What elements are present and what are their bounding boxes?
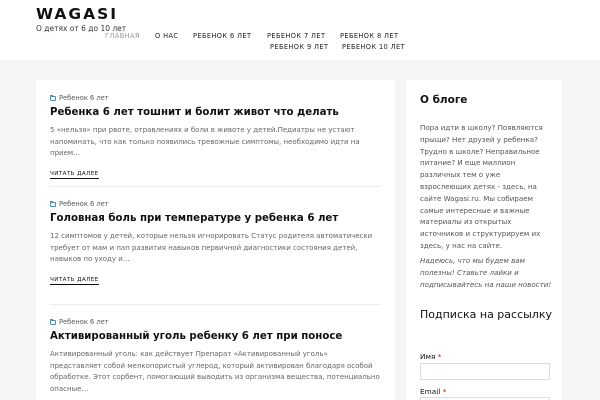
folder-icon (50, 320, 56, 325)
post-category[interactable] (50, 200, 381, 208)
folder-icon (50, 202, 56, 207)
post-excerpt: Активированный уголь: как действует Препарат «Активированный уголь» представляет собой мелкопористый углерод, который активирован благодаря особой обработке. Этот сорбент, помогающий выводить из организма вещества, потенциально опасные… (50, 350, 380, 394)
post-title[interactable]: Активированный уголь ребенку 6 лет при поносе (50, 331, 343, 342)
post-divider (50, 304, 381, 305)
post-list (36, 80, 395, 400)
read-more-link[interactable]: ЧИТАТЬ ДАЛЕЕ (50, 171, 99, 178)
required-mark: * (442, 387, 447, 396)
site-header (0, 0, 600, 60)
site-description: О детях от 6 до 10 лет (36, 24, 127, 33)
about-note: Надеюсь, что мы будем вам полезны! Ставьте лайки и подписывайтесь на наши новости! (420, 256, 552, 289)
post-item (50, 200, 381, 285)
required-mark: * (437, 352, 442, 361)
read-more-link[interactable]: ЧИТАТЬ ДАЛЕЕ (50, 277, 99, 284)
post-excerpt: 5 «нельзя» при рвоте, отравлениях и боли в животе у детей.Педиатры не устают напоминать, что как только появились тревожные симптомы, необходимо идти на прием… (50, 126, 360, 158)
subscribe-widget-title: Подписка на рассылку (420, 308, 552, 321)
nav-child-8[interactable]: РЕБЕНОК 8 ЛЕТ (340, 32, 399, 40)
site-title[interactable]: WAGASI (36, 5, 119, 23)
post-divider (50, 186, 381, 187)
nav-child-10[interactable]: РЕБЕНОК 10 ЛЕТ (342, 43, 405, 51)
post-category[interactable] (50, 94, 381, 102)
nav-child-9[interactable]: РЕБЕНОК 9 ЛЕТ (270, 43, 329, 51)
post-title[interactable]: Ребенка 6 лет тошнит и болит живот что делать (50, 107, 339, 118)
name-field-label (420, 352, 441, 361)
nav-about[interactable]: О НАС (155, 32, 179, 40)
post-item (50, 94, 381, 179)
name-label-text: Имя (420, 352, 436, 361)
post-item (50, 318, 381, 396)
post-category[interactable] (50, 318, 381, 326)
nav-child-7[interactable]: РЕБЕНОК 7 ЛЕТ (267, 32, 326, 40)
about-text: Пора идти в школу? Появляются прыщи? Нет друзей у ребенка? Трудно в школе? Неправильное питание? И еще миллион различных тем о уже взрослеющих детях - здесь, на сайте Wagasi.ru. Мы собираем самые интересные и важные материалы из открытых источников и структурируем их здесь, у нас на сайте. (420, 123, 543, 250)
folder-icon (50, 96, 56, 101)
post-excerpt: 12 симптомов у детей, которые нельзя игнорировать Статус родителя автоматически требует от мам и пап развития навыков первичной диагностики состояния детей, навыков по уходу и… (50, 232, 373, 264)
post-category-label[interactable]: Ребенок 6 лет (59, 200, 109, 208)
about-widget-title: О блоге (420, 94, 468, 106)
sidebar (406, 80, 562, 400)
post-title[interactable]: Головная боль при температуре у ребенка 6 лет (50, 213, 339, 224)
name-input[interactable] (420, 363, 550, 380)
email-field-label (420, 387, 446, 396)
email-label-text: Email (420, 387, 441, 396)
post-category-label[interactable]: Ребенок 6 лет (59, 318, 109, 326)
nav-child-6[interactable]: РЕБЕНОК 6 ЛЕТ (193, 32, 252, 40)
post-category-label[interactable]: Ребенок 6 лет (59, 94, 109, 102)
nav-home[interactable]: ГЛАВНАЯ (105, 32, 140, 40)
